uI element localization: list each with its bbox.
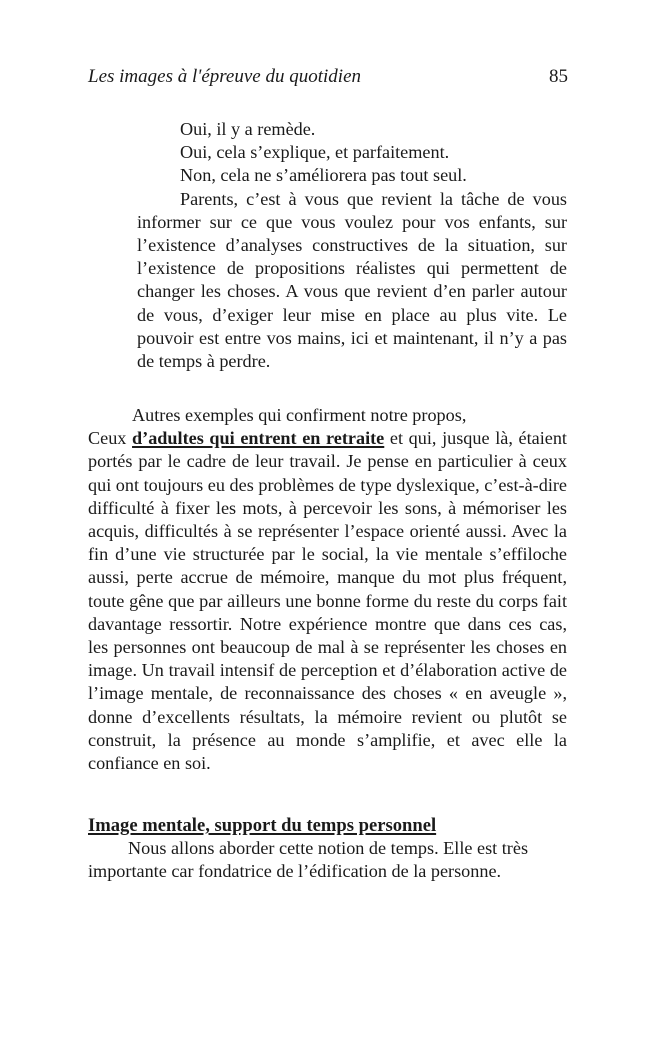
- section: [88, 814, 567, 884]
- quote-line-1: Oui, il y a remède.: [180, 119, 316, 139]
- indented-quote: [137, 118, 567, 373]
- paragraph-body: et qui, jusque là, étaient portés par le cadre de leur travail. Je pense en particulier à ceux qui ont toujours eu des problèmes de type dyslexique, c’est-à-dire difficulté à fixer les mots, à percevoir les sons, à mémoriser les acquis, difficultés à se représenter l’espace orienté aussi. Avec la fin d’une vie structurée par le social, la vie mentale s’effiloche aussi, perte accrue de mémoire, manque du mot plus fréquent, toute gêne que par ailleurs une bonne forme du reste du corps fait davantage ressortir. Notre expérience montre que dans ces cas, les personnes ont beaucoup de mal à se représenter les choses en image. Un travail intensif de perception et d’élaboration active de l’image mentale, de reconnaissance des choses « en aveugle », donne d’excellents résultats, la mémoire revient ou plutôt se construit, la présence au monde s’amplifie, et avec elle la confiance en soi.: [88, 428, 567, 774]
- body-text: [88, 404, 567, 775]
- quote-paragraph: Parents, c’est à vous que revient la tâche de vous informer sur ce que vous voulez pour vos enfants, sur l’existence d’analyses constructives de la situation, sur l’existence de propositions réalistes qui permettent de changer les choses. A vous que revient d’en parler autour de vous, d’exiger leur mise en place au plus vite. Le pouvoir est entre vos mains, ici et maintenant, il n’y a pas de temps à perdre.: [137, 188, 567, 372]
- paragraph-lead: Ceux: [88, 428, 133, 449]
- section-paragraph: Nous allons aborder cette notion de temps. Elle est très importante car fondatrice de l’édification de la personne.: [88, 838, 529, 882]
- retirement-paragraph: [88, 427, 567, 775]
- quote-line-2: Oui, cela s’explique, et parfaitement.: [180, 142, 450, 163]
- intro-line: Autres exemples qui confirment notre propos,: [132, 405, 467, 425]
- emphasized-phrase: d’adultes qui entrent en retraite: [132, 428, 385, 449]
- section-heading: Image mentale, support du temps personnel: [88, 815, 437, 836]
- running-title: Les images à l'épreuve du quotidien: [88, 66, 362, 87]
- quote-line-3: Non, cela ne s’améliorera pas tout seul.: [180, 165, 467, 186]
- page-number: 85: [549, 66, 568, 87]
- running-head: [88, 66, 568, 92]
